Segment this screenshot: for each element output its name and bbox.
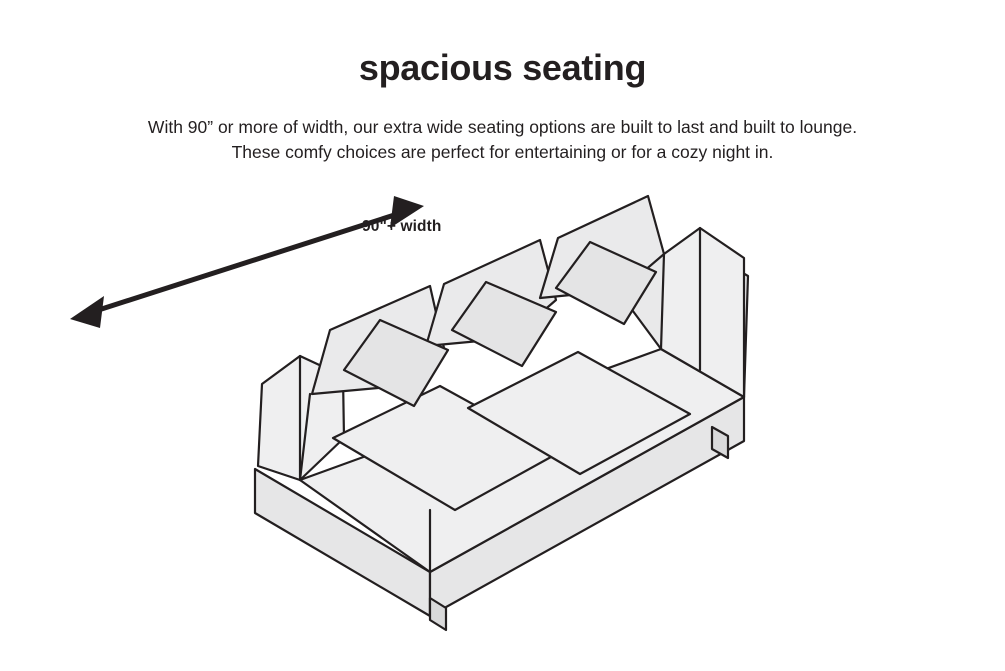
subtitle-line-2: These comfy choices are perfect for entertaining or for a cozy night in. [231,142,774,163]
sofa-illustration [0,180,1005,660]
subtitle-line-1: With 90” or more of width, our extra wide seating options are built to last and built to lounge. [147,117,858,137]
width-dimension-label: 90"+ width [362,218,442,235]
sofa-line-drawing [255,196,748,630]
width-dimension-arrow [70,196,424,328]
page-title: spacious seating [358,47,647,88]
arrow-head-left [70,296,104,328]
subtitle-text [50,115,955,166]
sofa-diagram-svg [0,180,1005,660]
arrow-shaft [83,210,410,315]
